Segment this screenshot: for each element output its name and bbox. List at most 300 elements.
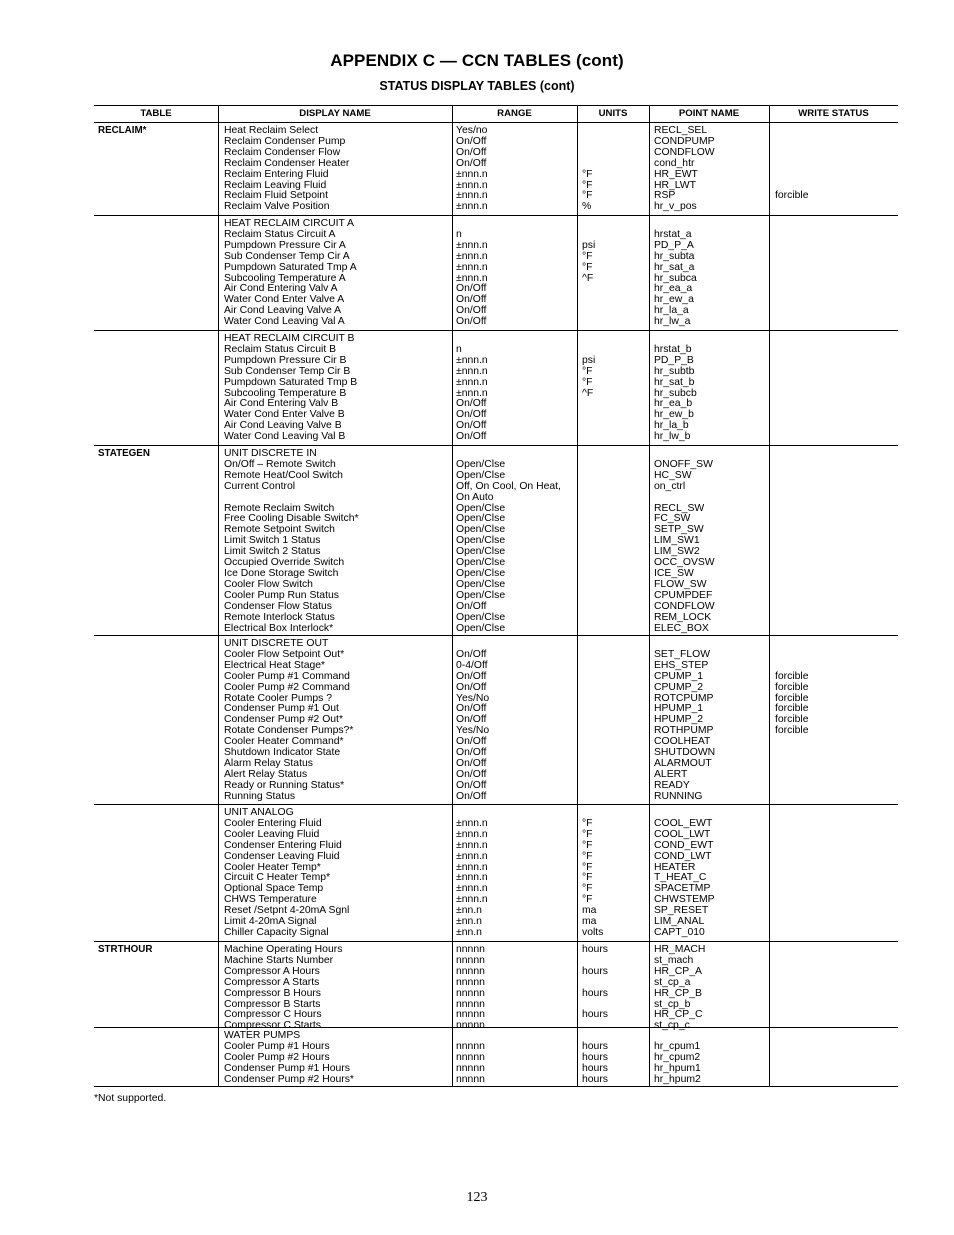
table-cell: On/Off [456,316,487,328]
table-cell: nnnnn [456,965,485,977]
table-cell: Water Cond Enter Valve B [224,409,345,421]
table-cell: hr_la_a [654,305,689,317]
table-cell: LIM_SW1 [654,535,700,547]
table-cell: COND_LWT [654,850,712,862]
table-cell: ±nnn.n [456,850,488,862]
point-name-column [654,639,715,803]
table-cell: Reclaim Status Circuit B [224,343,337,355]
table-cell: Open/Clse [456,535,506,547]
table-cell: Reclaim Valve Position [224,201,330,213]
table-cell: On/Off [456,135,487,147]
table-cell: °F [582,883,593,895]
table-cell: st_cp_b [654,998,691,1010]
table-cell: Running Status [224,790,296,802]
units-column [582,126,593,213]
table-cell: Cooler Pump #2 Command [224,681,350,693]
table-section [94,216,898,331]
table-cell: Condenser Pump #1 Out [224,703,339,715]
table-cell: Compressor A Starts [224,976,320,988]
table-cell: CHWS Temperature [224,894,317,906]
table-cell: hours [582,1009,608,1021]
table-cell: ELEC_BOX [654,622,709,634]
table-cell: °F [582,850,593,862]
table-cell: hr_v_pos [654,201,697,213]
table-section [94,1028,898,1087]
table-cell [582,410,595,421]
table-cell: Open/Clse [456,611,506,623]
range-column [456,449,561,634]
table-cell: ±nnn.n [456,872,488,884]
table-cell [775,770,809,781]
header-table: TABLE [140,108,172,119]
table-cell: hr_cpum1 [654,1040,701,1052]
table-cell: Remote Interlock Status [224,611,335,623]
table-cell: Condenser Leaving Fluid [224,850,340,862]
table-cell: RECL_SW [654,502,705,514]
table-cell: Open/Clse [456,513,506,525]
table-cell: HR_MACH [654,944,706,955]
display-name-column [224,334,357,443]
table-subtitle: STATUS DISPLAY TABLES (cont) [379,79,575,93]
table-cell: Limit 4-20mA Signal [224,916,317,928]
table-cell: Compressor A Hours [224,965,320,977]
table-cell: °F [582,839,593,851]
table-cell: HEAT RECLAIM CIRCUIT A [224,218,354,229]
table-cell: hours [582,1062,608,1074]
table-cell: On/Off – Remote Switch [224,458,336,470]
table-cell: Machine Starts Number [224,954,334,966]
table-cell: hours [582,1073,608,1085]
table-cell: Current Control [224,480,296,492]
table-cell: CHWSTEMP [654,894,715,906]
table-cell: On/Off [456,681,487,693]
table-cell: FC_SW [654,513,691,525]
table-cell: °F [582,376,593,388]
table-cell: hr_hpum2 [654,1073,701,1085]
table-cell: ALARMOUT [654,757,712,769]
write-status-column [775,126,809,213]
table-cell: nnnnn [456,1062,485,1074]
table-cell: forcible [775,714,809,726]
units-column [582,945,608,1032]
table-cell: Open/Clse [456,524,506,536]
table-cell: REM_LOCK [654,611,712,623]
table-cell [582,421,595,432]
table-cell: ±nnn.n [456,376,488,388]
table-cell: ma [582,905,597,917]
table-cell: ±nnn.n [456,272,488,284]
point-name-column [654,449,715,634]
table-cell: ±nnn.n [456,190,488,202]
table-cell: WATER PUMPS [224,1030,301,1041]
table-section [94,805,898,942]
table-cell: ^F [582,387,594,399]
table-cell: SPACETMP [654,883,711,895]
table-cell [582,159,593,170]
units-column [582,1031,608,1086]
table-cell: SP_RESET [654,905,709,917]
table-cell: RUNNING [654,790,703,802]
table-cell: CPUMP_2 [654,681,704,693]
table-cell: ±nnn.n [456,354,488,366]
display-name-column [224,449,359,634]
table-cell: forcible [775,703,809,715]
table-cell: hrstat_a [654,228,692,240]
table-cell [775,639,809,650]
table-cell: Cooler Pump Run Status [224,589,339,601]
table-cell: Optional Space Temp [224,883,324,895]
table-cell: UNIT DISCRETE IN [224,448,317,459]
table-cell: LIM_ANAL [654,916,705,928]
display-name-column [224,945,342,1032]
table-section [94,331,898,446]
table-cell: ±nnn.n [456,365,488,377]
table-cell: Rotate Condenser Pumps?* [224,725,354,737]
table-cell: ICE_SW [654,567,694,579]
table-cell: COND_EWT [654,839,714,851]
table-cell: COOL_LWT [654,828,711,840]
table-cell: nnnnn [456,1009,485,1021]
range-column [456,219,488,328]
table-cell: n [456,343,462,355]
point-name-column [654,1031,701,1086]
table-name-cell: STATEGEN [98,448,150,459]
table-cell [775,781,809,792]
table-cell: Yes/No [456,692,490,704]
table-cell: hr_subca [654,272,697,284]
range-column [456,126,488,213]
table-cell: nnnnn [456,954,485,966]
header-point-name: POINT NAME [678,108,740,119]
table-cell: CAPT_010 [654,926,705,938]
table-cell: On/Off [456,747,487,759]
table-cell: On/Off [456,670,487,682]
table-cell: HPUMP_1 [654,703,704,715]
table-cell: 0-4/Off [456,659,488,671]
status-display-table [94,105,898,1087]
table-cell: UNIT ANALOG [224,807,294,818]
table-cell: nnnnn [456,1073,485,1085]
table-cell: Compressor B Hours [224,987,322,999]
table-cell [582,219,595,230]
table-cell: On/Off [456,409,487,421]
table-cell: Cooler Leaving Fluid [224,828,320,840]
table-cell: PD_P_B [654,354,694,366]
table-cell: Open/Clse [456,589,506,601]
table-cell: Chiller Capacity Signal [224,926,329,938]
table-cell: EHS_STEP [654,659,709,671]
table-cell: ONOFF_SW [654,458,713,470]
table-cell: ROTHPUMP [654,725,714,737]
table-cell: HR_CP_C [654,1009,703,1021]
table-cell: °F [582,894,593,906]
table-cell: volts [582,926,604,938]
table-cell: hr_ea_a [654,283,693,295]
table-cell: HR_CP_A [654,965,702,977]
table-cell [775,126,809,137]
table-cell: ROTCPUMP [654,692,714,704]
table-cell: nnnnn [456,1020,485,1032]
units-column [582,219,595,328]
table-cell: CONDFLOW [654,600,715,612]
table-cell: hr_subtb [654,365,695,377]
table-cell: On Auto [456,491,494,503]
table-cell: ±nnn.n [456,201,488,213]
table-cell: HR_CP_B [654,987,702,999]
table-cell: ±nn.n [456,905,482,917]
table-cell [582,317,595,328]
table-cell: Pumpdown Saturated Tmp B [224,376,358,388]
table-name-cell: STRTHOUR [98,944,153,955]
table-cell: Reclaim Status Circuit A [224,228,336,240]
table-section [94,123,898,216]
table-cell: ±nnn.n [456,817,488,829]
table-cell: hr_cpum2 [654,1051,701,1063]
table-cell: hr_lw_a [654,316,691,328]
table-cell: Subcooling Temperature B [224,387,347,399]
table-cell: On/Off [456,157,487,169]
table-cell: psi [582,354,596,366]
table-cell [582,334,595,345]
table-cell: HEATER [654,861,696,873]
table-cell [224,493,359,504]
table-cell: ±nn.n [456,916,482,928]
table-cell: ±nnn.n [456,239,488,251]
table-cell: FLOW_SW [654,578,707,590]
units-column [582,334,595,443]
header-write-status: WRITE STATUS [798,108,869,119]
range-column [456,334,488,443]
table-cell: ±nnn.n [456,250,488,262]
table-cell: Water Cond Leaving Val B [224,431,346,443]
range-column [456,639,489,803]
table-cell: On/Off [456,431,487,443]
table-cell: RSP [654,190,676,202]
table-cell: On/Off [456,648,487,660]
table-cell: Condenser Pump #1 Hours [224,1062,350,1074]
table-cell: hrstat_b [654,343,692,355]
table-cell: Open/Clse [456,502,506,514]
table-cell: Sub Condenser Temp Cir A [224,250,350,262]
table-cell: On/Off [456,779,487,791]
table-cell: Yes/no [456,125,488,136]
table-cell: Ready or Running Status* [224,779,345,791]
table-section [94,446,898,636]
table-cell: ALERT [654,768,688,780]
table-cell: Cooler Heater Command* [224,736,344,748]
table-cell: Off, On Cool, On Heat, [456,480,561,492]
table-cell: Air Cond Leaving Valve A [224,305,342,317]
table-cell: CONDFLOW [654,146,715,158]
table-cell: forcible [775,681,809,693]
table-cell: Rotate Cooler Pumps ? [224,692,333,704]
table-cell: hr_subta [654,250,695,262]
table-cell: On/Off [456,283,487,295]
table-cell: CPUMPDEF [654,589,713,601]
table-cell: hr_ew_b [654,409,694,421]
table-cell: °F [582,365,593,377]
display-name-column [224,639,353,803]
table-cell: Open/Clse [456,578,506,590]
table-cell: n [456,228,462,240]
table-cell: °F [582,168,593,180]
table-cell: Air Cond Entering Valv B [224,398,339,410]
table-cell: ±nnn.n [456,894,488,906]
table-cell: Machine Operating Hours [224,944,343,955]
table-cell: nnnnn [456,998,485,1010]
table-cell: HEAT RECLAIM CIRCUIT B [224,333,355,344]
table-body [94,123,898,1087]
table-cell: On/Off [456,703,487,715]
table-cell [582,399,595,410]
table-cell: ±nnn.n [456,883,488,895]
table-cell: LIM_SW2 [654,546,700,558]
display-name-column [224,808,349,939]
table-cell: hours [582,1051,608,1063]
table-cell: Remote Heat/Cool Switch [224,469,343,481]
table-cell: RECL_SEL [654,125,708,136]
point-name-column [654,808,715,939]
table-cell: st_mach [654,954,694,966]
table-cell: Occupied Override Switch [224,557,345,569]
table-cell: Pumpdown Saturated Tmp A [224,261,357,273]
table-cell: nnnnn [456,944,485,955]
table-cell: Open/Clse [456,622,506,634]
table-cell: hours [582,965,608,977]
table-cell: hours [582,987,608,999]
table-cell: Alarm Relay Status [224,757,313,769]
table-cell: On/Off [456,757,487,769]
table-cell: COOLHEAT [654,736,711,748]
table-cell: ±nnn.n [456,861,488,873]
header-display-name: DISPLAY NAME [299,108,371,119]
table-cell: ^F [582,272,594,284]
table-cell: on_ctrl [654,480,686,492]
table-cell: nnnnn [456,987,485,999]
table-cell: Open/Clse [456,469,506,481]
table-cell [582,148,593,159]
table-cell: PD_P_A [654,239,694,251]
table-cell: ±nnn.n [456,828,488,840]
table-cell: Ice Done Storage Switch [224,567,339,579]
table-cell: COOL_EWT [654,817,713,829]
table-cell: HR_EWT [654,168,698,180]
table-cell [775,737,809,748]
table-cell [775,748,809,759]
table-cell: Remote Reclaim Switch [224,502,335,514]
table-cell: °F [582,872,593,884]
display-name-column [224,126,349,213]
table-cell: UNIT DISCRETE OUT [224,638,329,649]
range-column [456,1031,485,1086]
table-cell: ±nn.n [456,926,482,938]
table-cell: Open/Clse [456,546,506,558]
table-cell [775,759,809,770]
table-cell: Reclaim Entering Fluid [224,168,329,180]
table-cell: % [582,201,592,213]
table-cell: nnnnn [456,1040,485,1052]
table-cell: hr_subcb [654,387,697,399]
table-cell [582,295,595,306]
table-cell: Reclaim Fluid Setpoint [224,190,328,202]
table-cell: Limit Switch 1 Status [224,535,321,547]
table-cell [582,432,595,443]
table-cell: T_HEAT_C [654,872,707,884]
table-cell: Open/Clse [456,557,506,569]
table-cell: hr_lw_b [654,431,691,443]
table-cell [582,137,593,148]
table-cell: °F [582,179,593,191]
table-cell [775,792,809,803]
table-cell [582,978,608,989]
table-cell: On/Off [456,398,487,410]
table-cell [654,493,715,504]
table-cell: Reclaim Leaving Fluid [224,179,327,191]
table-cell: HR_LWT [654,179,696,191]
table-cell: forcible [775,725,809,737]
table-cell: On/Off [456,420,487,432]
table-cell: READY [654,779,690,791]
table-cell: Cooler Heater Temp* [224,861,321,873]
point-name-column [654,219,697,328]
table-cell: ±nnn.n [456,839,488,851]
table-cell: hr_ew_a [654,294,694,306]
table-cell: hr_sat_b [654,376,695,388]
table-cell: Water Cond Enter Valve A [224,294,345,306]
point-name-column [654,334,697,443]
table-cell: cond_htr [654,157,695,169]
table-cell: On/Off [456,714,487,726]
table-cell: forcible [775,692,809,704]
table-cell: On/Off [456,790,487,802]
table-cell: Air Cond Leaving Valve B [224,420,342,432]
page-number: 123 [466,1190,488,1205]
table-cell: On/Off [456,736,487,748]
table-cell: °F [582,817,593,829]
table-cell: CONDPUMP [654,135,715,147]
table-cell: Cooler Flow Setpoint Out* [224,648,345,660]
footnote: *Not supported. [94,1093,167,1104]
table-cell: Reclaim Condenser Pump [224,135,346,147]
table-cell: °F [582,250,593,262]
table-cell: hr_ea_b [654,398,693,410]
table-cell: ±nnn.n [456,168,488,180]
table-cell: Condenser Flow Status [224,600,333,612]
table-cell: st_cp_c [654,1020,690,1032]
table-cell: Compressor B Starts [224,998,321,1010]
table-cell: forcible [775,670,809,682]
display-name-column [224,219,357,328]
table-cell: Reclaim Condenser Flow [224,146,341,158]
table-cell: Open/Clse [456,458,506,470]
table-cell: Cooler Pump #1 Command [224,670,350,682]
table-cell [775,650,809,661]
table-cell [582,284,595,295]
table-cell: Alert Relay Status [224,768,308,780]
table-cell: HC_SW [654,469,692,481]
units-column [582,808,603,939]
table-cell: ±nnn.n [456,387,488,399]
table-cell: Remote Setpoint Switch [224,524,335,536]
table-header-row [94,105,898,123]
table-cell: hr_sat_a [654,261,695,273]
range-column [456,945,485,1032]
table-section [94,942,898,1032]
point-name-column [654,945,705,1032]
table-cell [775,137,809,148]
table-cell: Free Cooling Disable Switch* [224,513,359,525]
table-cell: psi [582,239,596,251]
